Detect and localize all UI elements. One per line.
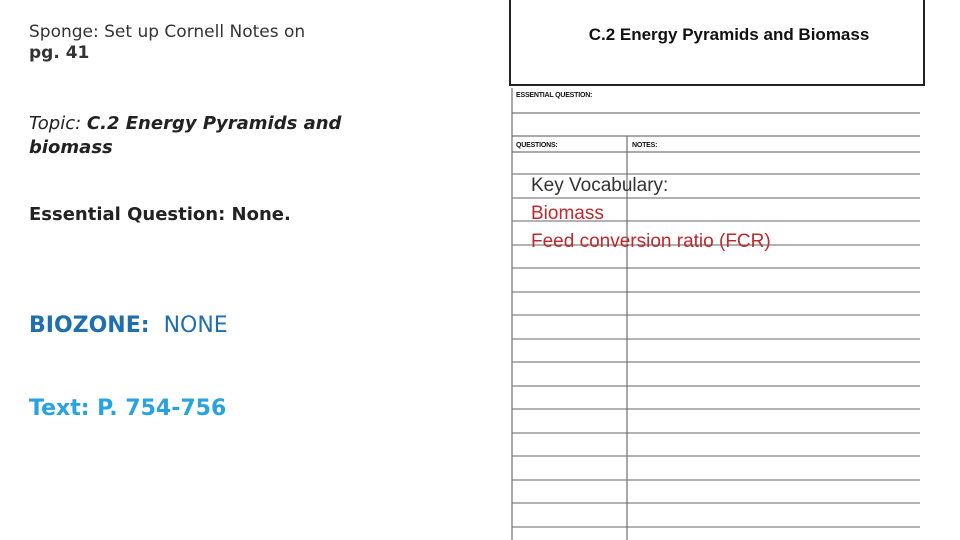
topic-value: C.2 Energy Pyramids and biomass: [29, 113, 342, 158]
topic-line: [29, 112, 359, 160]
essential-question-text: Essential Question: None.: [29, 204, 291, 225]
topic-label: Topic:: [29, 113, 87, 134]
key-vocabulary: [531, 172, 771, 256]
slide-title: C.2 Energy Pyramids and Biomass: [588, 25, 870, 44]
biozone-line: [29, 313, 228, 338]
sponge-prefix: Sponge: Set up Cornell Notes on: [29, 22, 306, 42]
sheet-essential-question-label: ESSENTIAL QUESTION:: [516, 92, 593, 99]
sponge-instruction: [29, 22, 329, 64]
sheet-notes-label: NOTES:: [632, 142, 658, 149]
vocab-item-biomass: Biomass: [531, 203, 604, 224]
vocab-item-fcr: Feed conversion ratio (FCR): [531, 231, 771, 252]
biozone-label: BIOZONE:: [29, 313, 150, 338]
sheet-questions-label: QUESTIONS:: [516, 142, 558, 149]
cornell-lines: [511, 88, 920, 540]
vocab-title: Key Vocabulary:: [531, 175, 669, 196]
sponge-page: pg. 41: [29, 43, 90, 63]
biozone-value: NONE: [163, 313, 228, 338]
cornell-notes-sheet: [511, 88, 920, 540]
text-reference: Text: P. 754-756: [29, 396, 227, 421]
